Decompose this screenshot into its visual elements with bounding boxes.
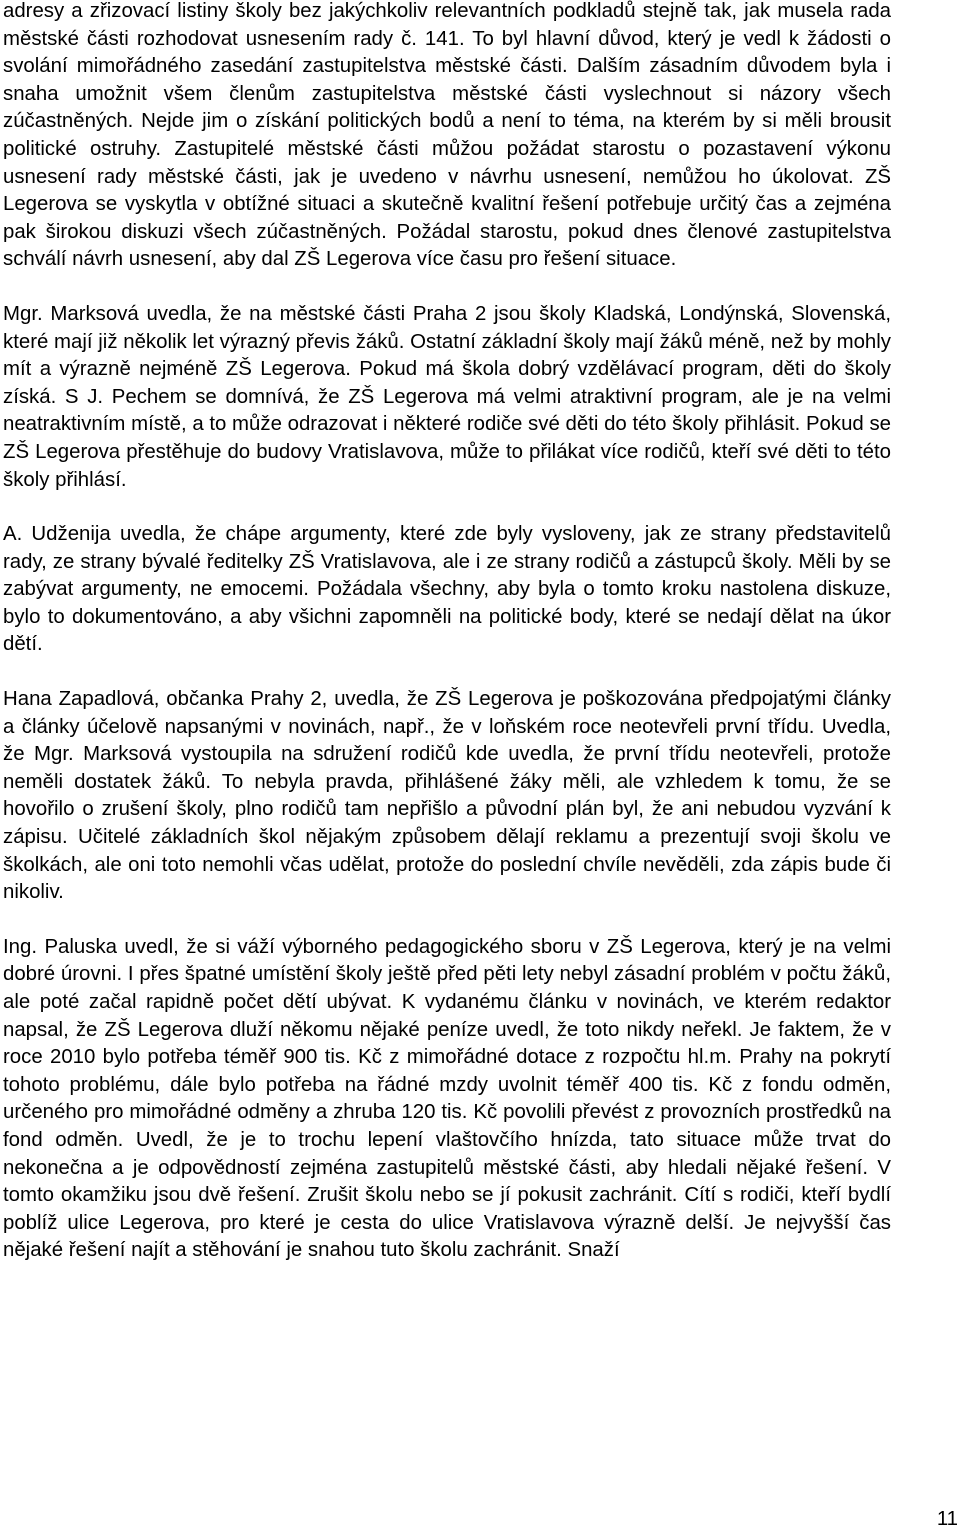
document-body <box>3 0 891 1292</box>
paragraph-marksova: Mgr. Marksová uvedla, že na městské části Praha 2 jsou školy Kladská, Londýnská, Slovenská, které mají již několik let výrazný převis žáků. Ostatní základní školy mají žáků méně, než by mohly mít a výrazně nejméně ZŠ Legerova. Pokud má škola dobrý vzdělávací program, děti do školy získá. S J. Pechem se domnívá, že ZŠ Legerova má velmi atraktivní program, ale je na velmi neatraktivním místě, a to může odrazovat i některé rodiče své děti do této školy přihlásit. Pokud se ZŠ Legerova přestěhuje do budovy Vratislavova, může to přilákat více rodičů, kteří své děti to této školy přihlásí. <box>3 302 891 491</box>
paragraph-zapadlova: Hana Zapadlová, občanka Prahy 2, uvedla, že ZŠ Legerova je poškozována předpojatými články a články účelově napsanými v novinách, např., že v loňském roce neotevřeli první třídu. Uvedla, že Mgr. Marksová vystoupila na sdružení rodičů kde uvedla, že první třídu neotevřeli, protože neměli dostatek žáků. To nebyla pravda, přihlášené žáky měli, ale vzhledem k tomu, že se hovořilo o zrušení školy, plno rodičů tam nepřišlo a původní plán byl, že ani nebudou vyzvání k zápisu. Učitelé základních škol nějakým způsobem dělají reklamu a prezentují svoji školu ve školkách, ale oni toto nemohli včas udělat, protože do poslední chvíle nevěděli, zda zápis bude či nikoliv. <box>3 688 891 904</box>
paragraph-udzenija: A. Udženija uvedla, že chápe argumenty, které zde byly vysloveny, jak ze strany představitelů rady, ze strany bývalé ředitelky ZŠ Vratislavova, ale i ze strany rodičů a zástupců školy. Měli by se zabývat argumenty, ne emocemi. Požádala všechny, aby byla o tomto kroku nastolena diskuze, bylo to dokumentováno, a aby všichni zapomněli na politické body, které se nedají dělat na úkor dětí. <box>3 523 891 656</box>
paragraph-school-request: adresy a zřizovací listiny školy bez jakýchkoliv relevantních podkladů stejně tak, jak musela rada městské části rozhodovat usnesením rady č. 141. To byl hlavní důvod, který je vedl k žádosti o svolání mimořádného zasedání zastupitelstva městské části. Dalším zásadním důvodem byla i snaha umožnit všem členům zastupitelstva městské části vyslechnout si názory všech zúčastněných. Nejde jim o získání politických bodů a není to téma, na kterém by si měli brousit politické ostruhy. Zastupitelé městské části můžou požádat starostu o pozastavení výkonu usnesení rady městské části, jak je uvedeno v návrhu usnesení, nemůžou ho úkolovat. ZŠ Legerova se vyskytla v obtížné situaci a skutečně kvalitní řešení potřebuje určitý čas a zejména pak širokou diskuzi všech zúčastněných. Požádal starostu, pokud dnes členové zastupitelstva schválí návrh usnesení, aby dal ZŠ Legerova více času pro řešení situace. <box>3 0 891 271</box>
paragraph-paluska: Ing. Paluska uvedl, že si váží výborného pedagogického sboru v ZŠ Legerova, který je na velmi dobré úrovni. I přes špatné umístění školy ještě před pěti lety nebyl zásadní problém v počtu žáků, ale poté začal rapidně počet dětí ubývat. K vydanému článku v novinách, ve kterém redaktor napsal, že ZŠ Legerova dluží někomu nějaké peníze uvedl, že toto nikdy neřekl. Je faktem, že v roce 2010 bylo potřeba téměř 900 tis. Kč z mimořádné dotace z rozpočtu hl.m. Prahy na pokrytí tohoto problému, dále bylo potřeba na řádné mzdy uvolnit téměř 400 tis. Kč z fondu odměn, určeného pro mimořádné odměny a zhruba 120 tis. Kč povolili převést z provozních prostředků na fond odměn. Uvedl, že je to trochu lepení vlaštovčího hnízda, tato situace může trvat do nekonečna a je odpovědností zejména zastupitelů městské části, aby hledali nějaké řešení. V tomto okamžiku jsou dvě řešení. Zrušit školu nebo se jí pokusit zachránit. Cítí s rodiči, kteří bydlí poblíž ulice Legerova, pro které je cesta do ulice Vratislavova výrazně delší. Je nejvyšší čas nějaké řešení najít a stěhování je snahou tuto školu zachránit. Snaží <box>3 935 891 1262</box>
page-number: 11 <box>936 1508 958 1530</box>
